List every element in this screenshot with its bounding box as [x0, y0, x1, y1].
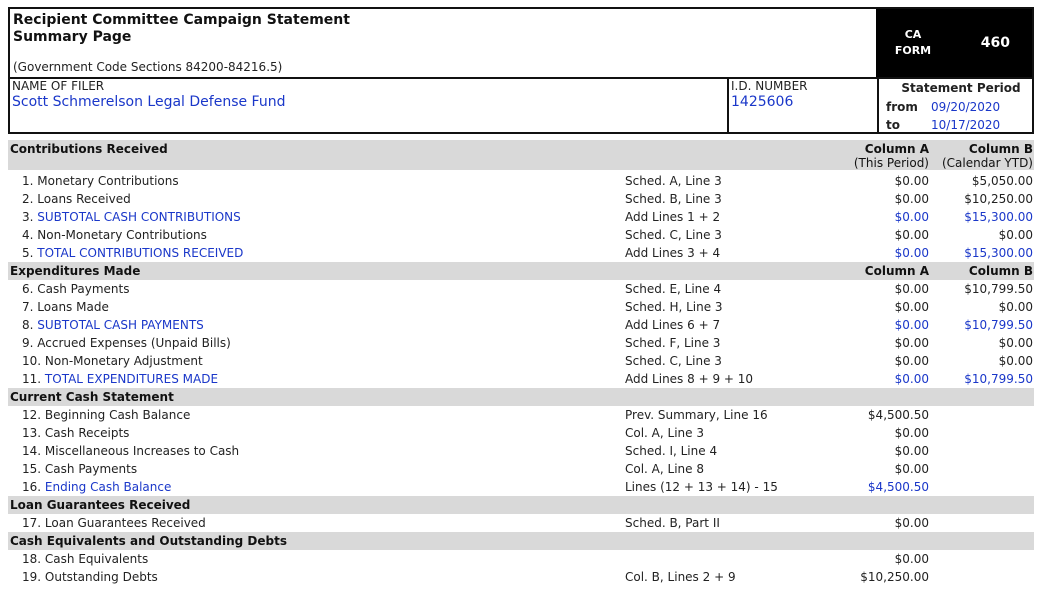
line-item-row — [8, 478, 1034, 496]
line-item-label — [22, 352, 203, 370]
column-b-value: $10,799.50 — [964, 282, 1033, 296]
name-of-filer-label: NAME OF FILER — [12, 79, 105, 93]
line-item-label — [22, 208, 241, 226]
column-a-value: $10,250.00 — [860, 570, 929, 584]
line-description: TOTAL EXPENDITURES MADE — [44, 372, 219, 386]
line-item-row — [8, 190, 1034, 208]
line-number: 17. — [22, 516, 42, 530]
line-description: TOTAL CONTRIBUTIONS RECEIVED — [37, 246, 244, 260]
line-item-label — [22, 424, 129, 442]
line-number: 6. — [22, 282, 34, 296]
line-description: Cash Payments — [37, 282, 130, 296]
title-line-1: Recipient Committee Campaign Statement — [13, 12, 350, 28]
line-reference: Add Lines 3 + 4 — [625, 246, 721, 260]
column-a-value: $0.00 — [894, 444, 929, 458]
line-item-label — [22, 568, 158, 586]
line-item-label — [22, 244, 243, 262]
column-a-value: $0.00 — [894, 336, 929, 350]
line-description: SUBTOTAL CASH PAYMENTS — [37, 318, 204, 332]
line-reference: Add Lines 6 + 7 — [625, 318, 721, 332]
line-description: Cash Receipts — [44, 426, 130, 440]
column-b-value: $0.00 — [998, 300, 1033, 314]
section-expenditures — [8, 262, 1034, 280]
title-line-2: Summary Page — [13, 29, 132, 45]
line-description: Non-Monetary Contributions — [37, 228, 207, 242]
line-reference: Sched. F, Line 3 — [625, 336, 721, 350]
line-reference: Sched. H, Line 3 — [625, 300, 723, 314]
line-number: 11. — [22, 372, 42, 386]
line-number: 7. — [22, 300, 34, 314]
line-description: Miscellaneous Increases to Cash — [44, 444, 240, 458]
line-number: 14. — [22, 444, 42, 458]
section-title: Cash Equivalents and Outstanding Debts — [10, 534, 287, 548]
line-number: 5. — [22, 246, 34, 260]
form-word-label: FORM — [894, 44, 932, 57]
to-date: 10/17/2020 — [931, 118, 1001, 132]
line-item-row — [8, 334, 1034, 352]
column-b-header — [942, 142, 1033, 170]
line-reference: Sched. B, Line 3 — [625, 192, 722, 206]
line-item-row — [8, 424, 1034, 442]
id-number-value: 1425606 — [731, 94, 794, 110]
line-item-label — [22, 370, 218, 388]
column-a-value: $0.00 — [894, 246, 929, 260]
line-item-row — [8, 280, 1034, 298]
line-reference: Col. A, Line 3 — [625, 426, 704, 440]
line-number: 19. — [22, 570, 42, 584]
section-cash-equivalents — [8, 532, 1034, 550]
line-description: Non-Monetary Adjustment — [44, 354, 203, 368]
line-reference: Col. B, Lines 2 + 9 — [625, 570, 736, 584]
column-b-value: $15,300.00 — [964, 210, 1033, 224]
line-number: 12. — [22, 408, 42, 422]
column-a-value: $4,500.50 — [867, 408, 929, 422]
statement-period-label: Statement Period — [901, 81, 1021, 95]
line-item-label — [22, 298, 109, 316]
line-item-label — [22, 442, 239, 460]
column-b-value: $10,799.50 — [964, 372, 1033, 386]
line-item-row — [8, 316, 1034, 334]
column-b-title: Column B — [968, 142, 1033, 156]
section-loan-guarantees — [8, 496, 1034, 514]
divider — [727, 77, 729, 132]
line-reference: Add Lines 8 + 9 + 10 — [625, 372, 754, 386]
line-description: SUBTOTAL CASH CONTRIBUTIONS — [37, 210, 241, 224]
form-title — [13, 12, 350, 46]
line-reference: Sched. E, Line 4 — [625, 282, 722, 296]
ca-label: CA — [904, 28, 922, 41]
line-item-row — [8, 208, 1034, 226]
form-label — [893, 27, 933, 59]
line-item-label — [22, 406, 190, 424]
line-item-label — [22, 226, 207, 244]
line-item-label — [22, 316, 204, 334]
line-description: Cash Equivalents — [44, 552, 149, 566]
column-a-value: $0.00 — [894, 174, 929, 188]
line-number: 15. — [22, 462, 42, 476]
section-contributions — [8, 140, 1034, 170]
line-reference: Sched. I, Line 4 — [625, 444, 718, 458]
column-a-header — [854, 142, 929, 170]
section-title: Expenditures Made — [10, 264, 141, 278]
line-number: 10. — [22, 354, 42, 368]
column-b-value: $15,300.00 — [964, 246, 1033, 260]
line-item-row — [8, 406, 1034, 424]
line-reference: Sched. C, Line 3 — [625, 228, 722, 242]
column-b-subtitle: (Calendar YTD) — [941, 156, 1033, 170]
column-b-value: $0.00 — [998, 336, 1033, 350]
column-a-value: $0.00 — [894, 228, 929, 242]
column-a-value: $0.00 — [894, 372, 929, 386]
line-item-row — [8, 460, 1034, 478]
line-description: Monetary Contributions — [37, 174, 179, 188]
line-number: 16. — [22, 480, 42, 494]
line-reference: Lines (12 + 13 + 14) - 15 — [625, 480, 778, 494]
line-number: 8. — [22, 318, 34, 332]
column-a-value: $0.00 — [894, 210, 929, 224]
line-number: 1. — [22, 174, 34, 188]
form-id-block — [876, 9, 1032, 77]
line-description: Cash Payments — [44, 462, 138, 476]
line-description: Outstanding Debts — [44, 570, 158, 584]
line-description: Loan Guarantees Received — [44, 516, 206, 530]
line-item-label — [22, 190, 131, 208]
column-b-value: $0.00 — [998, 228, 1033, 242]
line-item-label — [22, 550, 148, 568]
line-item-row — [8, 226, 1034, 244]
form-header — [8, 7, 1034, 134]
line-item-row — [8, 568, 1034, 586]
line-reference: Sched. B, Part II — [625, 516, 720, 530]
column-b-title: Column B — [968, 264, 1033, 278]
column-a-value: $0.00 — [894, 318, 929, 332]
to-label: to — [886, 118, 900, 132]
line-number: 2. — [22, 192, 34, 206]
line-item-label — [22, 280, 129, 298]
line-description: Beginning Cash Balance — [44, 408, 191, 422]
column-a-title: Column A — [864, 264, 929, 278]
section-title: Contributions Received — [10, 142, 168, 156]
line-description: Accrued Expenses (Unpaid Bills) — [37, 336, 231, 350]
line-item-label — [22, 172, 179, 190]
form-number: 460 — [980, 35, 1010, 51]
column-a-value: $0.00 — [894, 552, 929, 566]
line-item-label — [22, 460, 137, 478]
line-number: 13. — [22, 426, 42, 440]
section-title: Loan Guarantees Received — [10, 498, 191, 512]
section-title: Current Cash Statement — [10, 390, 174, 404]
line-number: 18. — [22, 552, 42, 566]
line-description: Ending Cash Balance — [44, 480, 172, 494]
line-description: Loans Made — [37, 300, 109, 314]
line-number: 9. — [22, 336, 34, 350]
gov-code-note: (Government Code Sections 84200-84216.5) — [13, 60, 283, 74]
line-item-row — [8, 244, 1034, 262]
line-item-row — [8, 442, 1034, 460]
line-reference: Col. A, Line 8 — [625, 462, 704, 476]
divider — [877, 77, 879, 132]
section-current-cash — [8, 388, 1034, 406]
line-number: 3. — [22, 210, 34, 224]
from-label: from — [886, 100, 918, 114]
column-a-value: $0.00 — [894, 192, 929, 206]
line-reference: Sched. C, Line 3 — [625, 354, 722, 368]
filer-name: Scott Schmerelson Legal Defense Fund — [12, 94, 286, 110]
column-a-value: $0.00 — [894, 462, 929, 476]
line-item-row — [8, 550, 1034, 568]
line-item-label — [22, 334, 231, 352]
line-item-label — [22, 514, 206, 532]
column-a-value: $0.00 — [894, 426, 929, 440]
line-number: 4. — [22, 228, 34, 242]
from-date: 09/20/2020 — [931, 100, 1001, 114]
column-a-title: Column A — [864, 142, 929, 156]
column-a-subtitle: (This Period) — [853, 156, 929, 170]
line-description: Loans Received — [37, 192, 131, 206]
line-reference: Add Lines 1 + 2 — [625, 210, 721, 224]
line-item-label — [22, 478, 171, 496]
column-a-value: $0.00 — [894, 354, 929, 368]
column-b-value: $10,799.50 — [964, 318, 1033, 332]
column-a-value: $0.00 — [894, 282, 929, 296]
column-b-value: $10,250.00 — [964, 192, 1033, 206]
line-item-row — [8, 514, 1034, 532]
line-item-row — [8, 352, 1034, 370]
column-b-value: $5,050.00 — [971, 174, 1033, 188]
column-a-value: $0.00 — [894, 300, 929, 314]
column-a-value: $4,500.50 — [867, 480, 929, 494]
column-a-value: $0.00 — [894, 516, 929, 530]
line-item-row — [8, 298, 1034, 316]
line-item-row — [8, 370, 1034, 388]
line-reference: Prev. Summary, Line 16 — [625, 408, 768, 422]
line-reference: Sched. A, Line 3 — [625, 174, 722, 188]
line-item-row — [8, 172, 1034, 190]
id-number-label: I.D. NUMBER — [731, 79, 808, 93]
column-b-value: $0.00 — [998, 354, 1033, 368]
